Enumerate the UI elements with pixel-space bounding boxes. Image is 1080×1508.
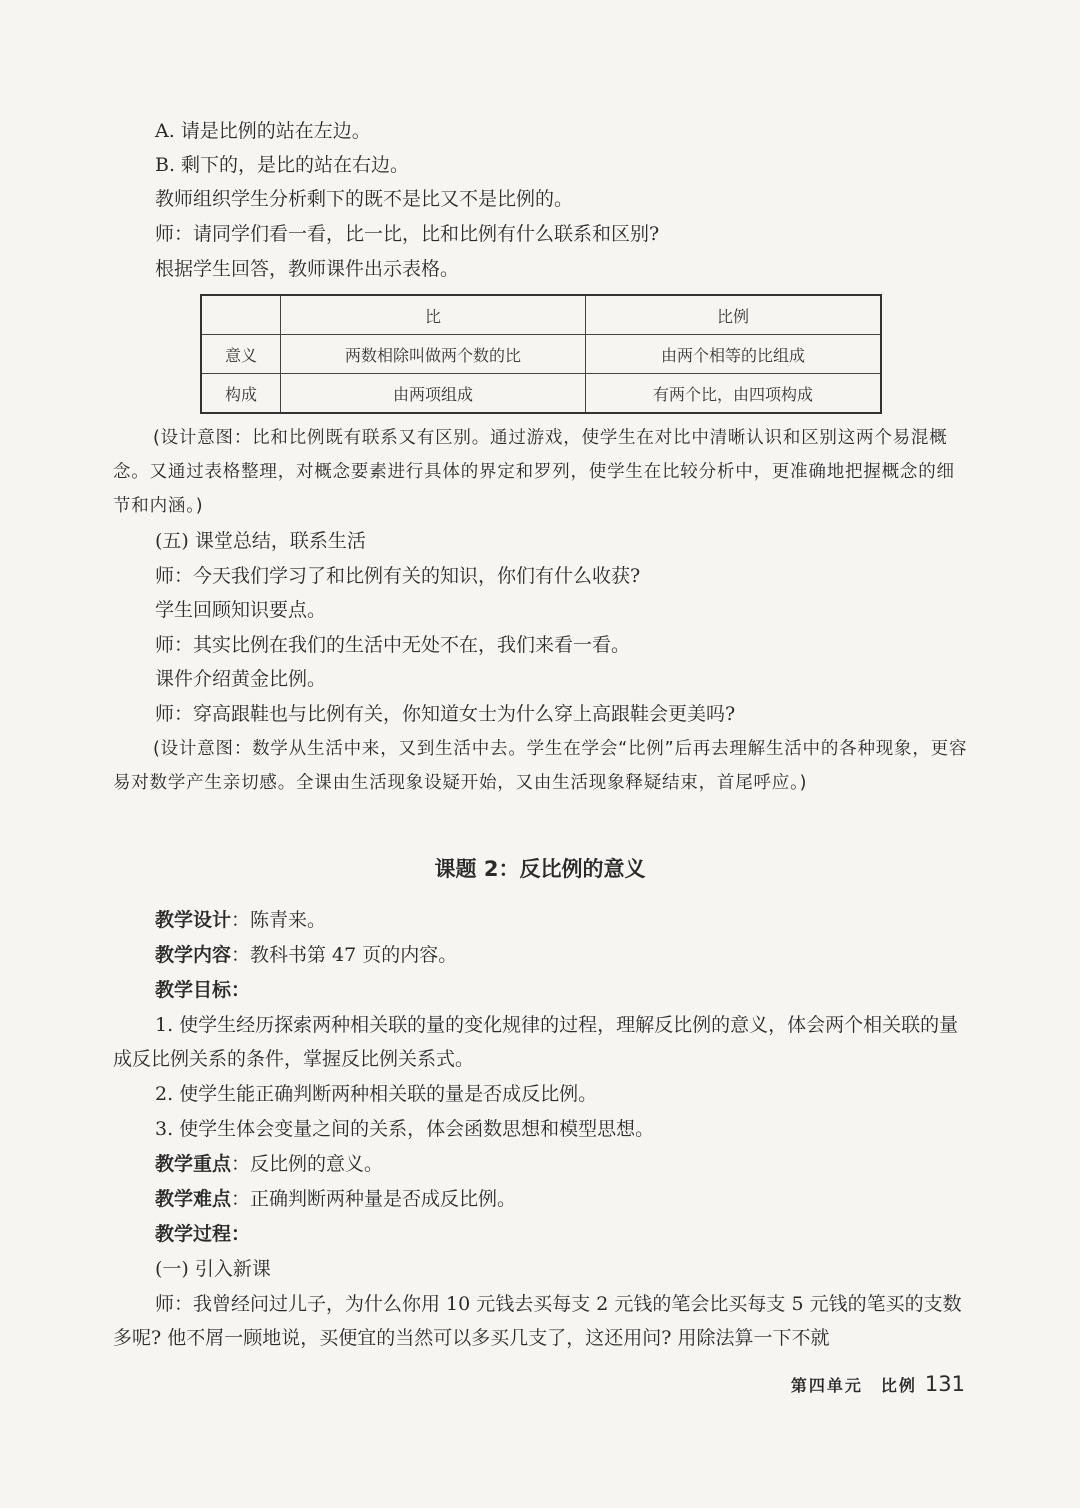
- footer-unit: 第四单元 比例: [790, 1376, 917, 1395]
- design-value: ：陈青来。: [231, 909, 327, 931]
- table-header-row: [201, 295, 881, 335]
- design-label: 教学设计: [155, 909, 232, 931]
- table-header-cell: 比: [281, 295, 586, 335]
- table-cell: 构成: [201, 374, 281, 414]
- lesson-design-line: [155, 903, 326, 937]
- goal-2: 2. 使学生能正确判断两种相关联的量是否成反比例。: [155, 1083, 598, 1105]
- difficulty-value: ：正确判断两种量是否成反比例。: [231, 1188, 517, 1210]
- teacher-paragraph: 师：我曾经问过儿子，为什么你用 10 元钱去买每支 2 元钱的笔会比买每支 5 元钱的笔买的支数多呢? 他不屑一顾地说，买便宜的当然可以多买几支了，这还用问? 用除法算一下不就: [113, 1293, 962, 1349]
- design-intent-note-2: (设计意图：数学从生活中来，又到生活中去。学生在学会“比例”后再去理解生活中的各种现象，更容易对数学产生亲切感。全课由生活现象设疑开始，又由生活现象释疑结束，首尾呼应。): [113, 739, 968, 793]
- section-line: 师：今天我们学习了和比例有关的知识，你们有什么收获?: [155, 565, 641, 587]
- comparison-table: [200, 294, 882, 414]
- table-cell: 由两项组成: [281, 374, 586, 414]
- line-c: 教师组织学生分析剩下的既不是比又不是比例的。: [155, 188, 574, 210]
- section-line: 师：穿高跟鞋也与比例有关，你知道女士为什么穿上高跟鞋会更美吗?: [155, 703, 736, 725]
- goals-label: 教学目标：: [155, 979, 251, 1001]
- line-e: 根据学生回答，教师课件出示表格。: [155, 258, 460, 280]
- table-header-cell: 比例: [586, 295, 882, 335]
- section-heading: (五) 课堂总结，联系生活: [155, 530, 366, 552]
- content-label: 教学内容: [155, 944, 232, 966]
- table-cell: 由两个相等的比组成: [586, 335, 882, 374]
- key-value: ：反比例的意义。: [231, 1153, 384, 1175]
- table-cell: 意义: [201, 335, 281, 374]
- lesson-title: 课题 2：反比例的意义: [434, 857, 646, 881]
- line-a: A. 请是比例的站在左边。: [155, 120, 371, 142]
- design-intent-note-1: (设计意图：比和比例既有联系又有区别。通过游戏，使学生在对比中清晰认识和区别这两个易混概念。又通过表格整理，对概念要素进行具体的界定和罗列，使学生在比较分析中，更准确地把握概念的细节和内涵。): [113, 428, 955, 516]
- goal-3: 3. 使学生体会变量之间的关系，体会函数思想和模型思想。: [155, 1118, 655, 1140]
- key-label: 教学重点: [155, 1153, 232, 1175]
- table-row: [201, 335, 881, 374]
- line-d: 师：请同学们看一看，比一比，比和比例有什么联系和区别?: [155, 223, 660, 245]
- table-header-cell: [201, 295, 281, 335]
- section-line: 师：其实比例在我们的生活中无处不在，我们来看一看。: [155, 634, 631, 656]
- difficulty-label: 教学难点: [155, 1188, 232, 1210]
- process-label: 教学过程：: [155, 1223, 251, 1245]
- table-cell: 两数相除叫做两个数的比: [281, 335, 586, 374]
- section-line: 学生回顾知识要点。: [155, 599, 327, 621]
- lesson-content-line: [155, 938, 457, 972]
- table-cell: 有两个比，由四项构成: [586, 374, 882, 414]
- table-row: [201, 374, 881, 414]
- goal-1: 1. 使学生经历探索两种相关联的量的变化规律的过程，理解反比例的意义，体会两个相关联的量成反比例关系的条件，掌握反比例关系式。: [113, 1014, 959, 1070]
- line-b: B. 剩下的，是比的站在右边。: [155, 154, 410, 176]
- content-value: ：教科书第 47 页的内容。: [231, 944, 458, 966]
- step-1: (一) 引入新课: [155, 1258, 271, 1280]
- key-point-line: [155, 1147, 383, 1181]
- difficulty-line: [155, 1182, 516, 1216]
- page-number: 131: [924, 1372, 965, 1396]
- section-line: 课件介绍黄金比例。: [155, 668, 327, 690]
- page-footer: [791, 1372, 965, 1396]
